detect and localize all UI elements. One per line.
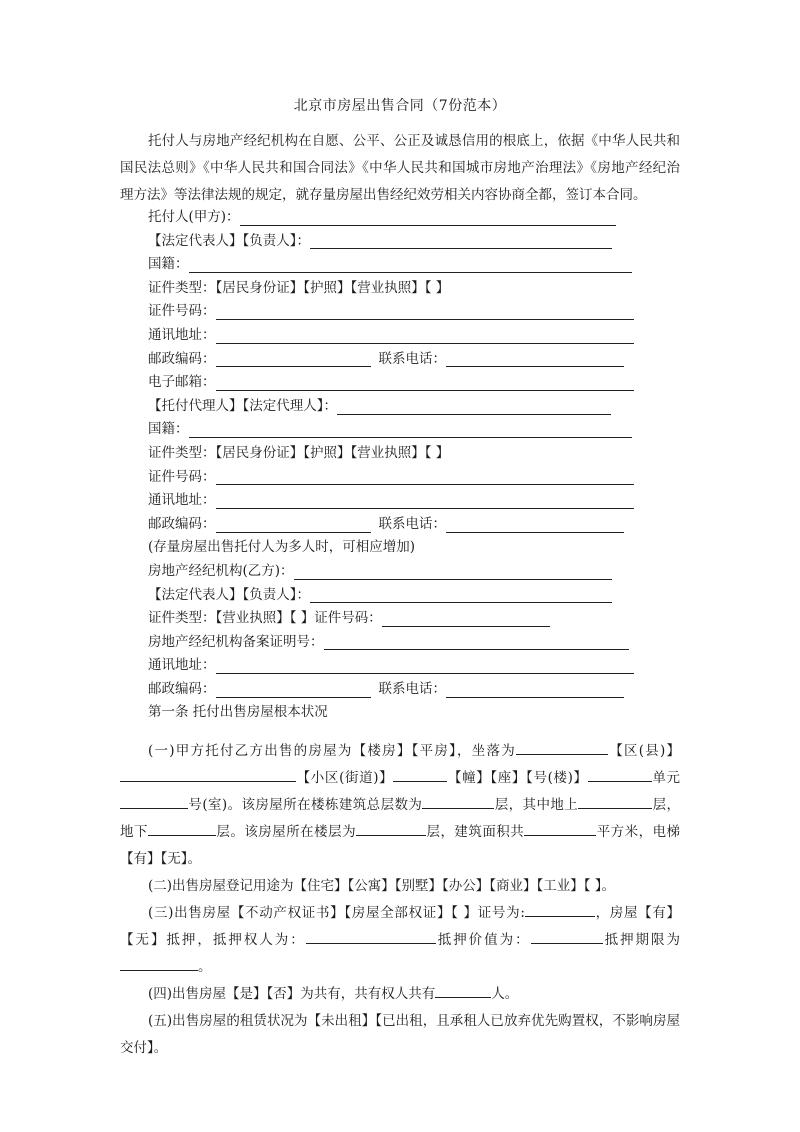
field-row <box>148 206 648 230</box>
field-label: 证件类型：【居民身份证】【护照】【营业执照】【 】 <box>148 444 450 461</box>
document-title: 北京市房屋出售合同（7份范本） <box>293 98 507 114</box>
field-row <box>148 489 648 513</box>
field-label: 联系电话： <box>378 350 446 367</box>
fill-blank[interactable] <box>216 531 371 533</box>
fill-blank[interactable] <box>446 696 624 698</box>
field-row <box>148 395 648 419</box>
field-row <box>148 513 648 537</box>
field-row <box>148 277 648 301</box>
fill-blank[interactable] <box>337 413 611 415</box>
fill-blank[interactable] <box>216 672 634 674</box>
fill-blank[interactable] <box>294 578 612 580</box>
field-label: 通讯地址： <box>148 657 216 674</box>
field-row <box>148 678 648 702</box>
field-note: (存量房屋出售托付人为多人时，可相应增加) <box>148 539 416 556</box>
field-row <box>148 631 648 655</box>
field-label: 证件号码： <box>148 303 216 320</box>
field-label: 邮政编码： <box>148 515 216 532</box>
field-label: 证件类型：【居民身份证】【护照】【营业执照】【 】 <box>148 279 450 296</box>
clause-3: (三)出售房屋【不动产权证书】【房屋全部权证】【 】证号为: ，房屋【有】【无】抵押，抵押权人为： 抵押价值为： 抵押期限为。 <box>120 900 680 981</box>
fill-blank[interactable] <box>216 507 634 509</box>
field-label: 邮政编码： <box>148 680 216 697</box>
article-1-heading: 第一条 托付出售房屋根本状况 <box>148 704 328 721</box>
fill-blank[interactable] <box>216 365 371 367</box>
field-label: 电子邮箱： <box>148 374 216 391</box>
field-label: 联系电话： <box>378 680 446 697</box>
fill-blank[interactable] <box>588 767 652 782</box>
clause-5: (五)出售房屋的租赁状况为【未出租】【已出租，且承租人已放弃优先购置权，不影响房屋交付】。 <box>120 1013 680 1056</box>
field-row <box>148 607 648 631</box>
fill-blank[interactable] <box>435 983 491 998</box>
fill-blank[interactable] <box>531 929 603 944</box>
fill-blank[interactable] <box>216 389 634 391</box>
fill-blank[interactable] <box>324 648 629 650</box>
fill-blank[interactable] <box>578 794 652 809</box>
fill-blank[interactable] <box>524 821 596 836</box>
field-row <box>148 560 648 584</box>
fill-blank[interactable] <box>393 767 447 782</box>
field-row <box>148 348 648 372</box>
fill-blank[interactable] <box>120 767 296 782</box>
clause-4: (四)出售房屋【是】【否】为共有，共有权人共有 人。 <box>120 981 680 1008</box>
intro-paragraph: 托付人与房地产经纪机构在自愿、公平、公正及诚恳信用的根底上，依据《中华人民共和国民法总则》《中华人民共和国合同法》《中华人民共和国城市房地产治理法》《房地产经纪治理方法》等法律法规的规定，就存量房屋出售经纪效劳相关内容协商全都，签订本合同。 <box>120 133 680 203</box>
field-label: 联系电话： <box>378 515 446 532</box>
field-label: 房地产经纪机构备案证明号： <box>148 633 324 650</box>
field-row <box>148 536 648 560</box>
field-label: 通讯地址： <box>148 326 216 343</box>
article-1-body <box>120 738 680 1062</box>
field-row <box>148 371 648 395</box>
field-row <box>148 654 648 678</box>
fill-blank[interactable] <box>356 821 426 836</box>
fill-blank[interactable] <box>120 794 188 809</box>
fill-blank[interactable] <box>382 625 550 627</box>
fill-blank[interactable] <box>446 531 624 533</box>
fill-blank[interactable] <box>148 821 216 836</box>
article-heading-row <box>148 701 648 725</box>
field-label: 托付人(甲方)： <box>148 209 240 225</box>
party-info-fields <box>148 206 648 725</box>
fill-blank[interactable] <box>240 224 616 226</box>
field-row <box>148 230 648 254</box>
field-label: 通讯地址： <box>148 492 216 509</box>
fill-blank[interactable] <box>216 696 371 698</box>
fill-blank[interactable] <box>310 601 612 603</box>
field-label: 国籍： <box>148 421 189 438</box>
fill-blank[interactable] <box>516 740 608 755</box>
field-label: 房地产经纪机构(乙方)： <box>148 562 294 579</box>
fill-blank[interactable] <box>120 956 198 971</box>
field-label: 邮政编码： <box>148 350 216 367</box>
fill-blank[interactable] <box>216 483 634 485</box>
field-row <box>148 466 648 490</box>
field-label: 【法定代表人】【负责人】： <box>148 232 310 249</box>
field-row <box>148 442 648 466</box>
field-label: 证件号码： <box>148 468 216 485</box>
field-row <box>148 418 648 442</box>
fill-blank[interactable] <box>189 271 632 273</box>
fill-blank[interactable] <box>216 318 634 320</box>
clause-2: (二)出售房屋登记用途为【住宅】【公寓】【别墅】【办公】【商业】【工业】【 】。 <box>148 878 616 894</box>
field-row <box>148 300 648 324</box>
field-label: 【法定代表人】【负责人】： <box>148 586 310 603</box>
field-row <box>148 584 648 608</box>
field-row <box>148 253 648 277</box>
field-label: 【托付代理人】【法定代理人】： <box>148 397 337 414</box>
fill-blank[interactable] <box>310 247 612 249</box>
fill-blank[interactable] <box>446 365 624 367</box>
fill-blank[interactable] <box>189 436 632 438</box>
fill-blank[interactable] <box>306 929 436 944</box>
fill-blank[interactable] <box>422 794 494 809</box>
fill-blank[interactable] <box>216 342 634 344</box>
field-label: 证件类型：【营业执照】【 】证件号码： <box>148 610 382 627</box>
field-row <box>148 324 648 348</box>
fill-blank[interactable] <box>525 902 595 917</box>
clause-1: (一)甲方托付乙方出售的房屋为【楼房】【平房】，坐落为 【区(县)】【小区(街道)】 【幢】【座】【号(楼)】 单元号(室)。该房屋所在楼栋建筑总层数为 层，其中地上 层，地下 层。该房屋所在楼层为 层，建筑面积共 平方米，电梯【有】【无】。 <box>120 738 680 873</box>
field-label: 国籍： <box>148 256 189 273</box>
